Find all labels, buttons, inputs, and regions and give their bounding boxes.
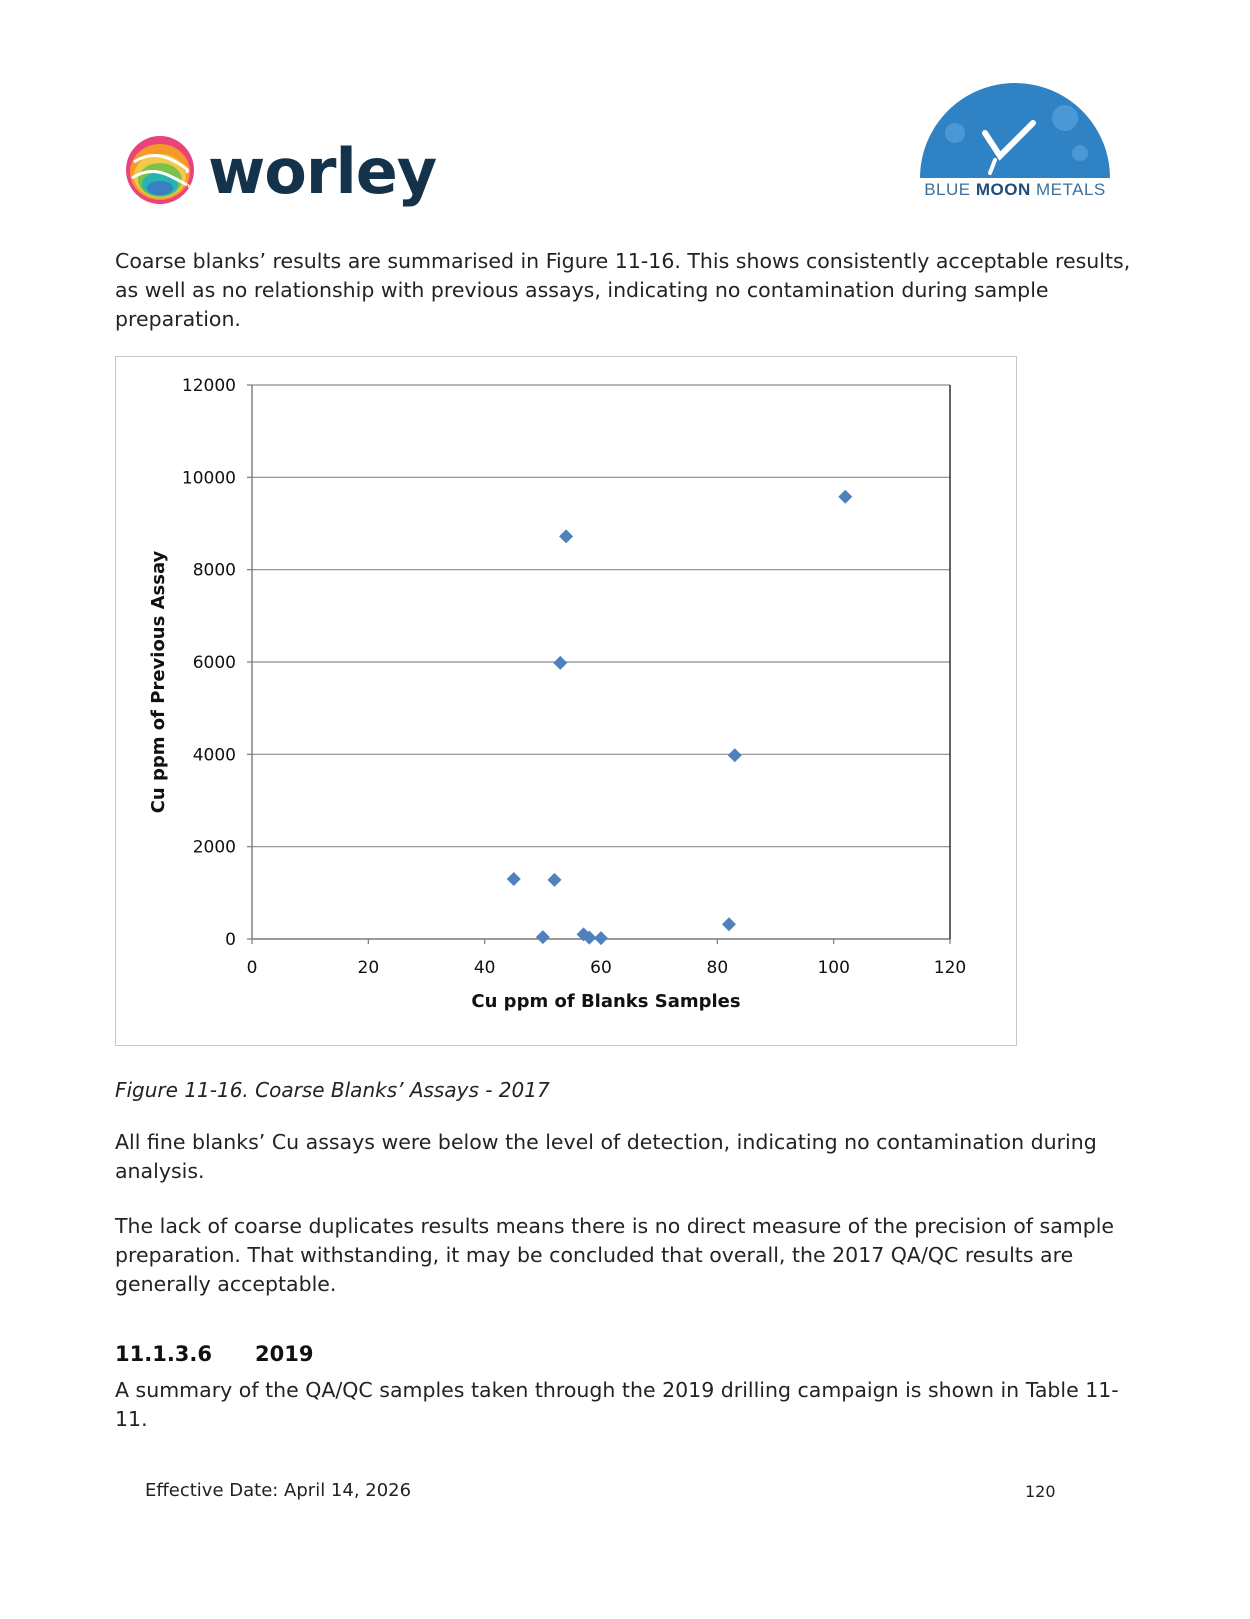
y-tick-label: 6000 [192, 653, 236, 673]
paragraph-fine-blanks: All fine blanks’ Cu assays were below the level of detection, indicating no contamination during analysis. [115, 1130, 1097, 1183]
paragraph-coarse-blanks: Coarse blanks’ results are summarised in Figure 11-16. This shows consistently acceptable results, as well as no relationship with previous assays, indicating no contamination during sample preparation. [115, 249, 1131, 331]
worley-logo-text: worley [208, 135, 437, 208]
logo-word-blue: BLUE [924, 180, 971, 199]
data-point [507, 872, 521, 886]
footer-page-number: 120 [1025, 1482, 1056, 1501]
data-point [553, 656, 567, 670]
data-point [559, 529, 573, 543]
figure-caption: Figure 11-16. Coarse Blanks’ Assays - 2017 [115, 1078, 550, 1102]
y-tick-label: 4000 [192, 745, 236, 766]
chart-frame [115, 356, 1017, 1046]
y-axis-label: Cu ppm of Previous Assay [148, 550, 169, 814]
scatter-chart [116, 357, 1018, 1047]
blue-moon-metals-wordmark [915, 180, 1115, 200]
x-tick-label: 80 [706, 958, 729, 978]
x-tick-label: 60 [590, 958, 612, 978]
section-heading [115, 1342, 313, 1366]
paragraph-2019-summary: A summary of the QA/QC samples taken through the 2019 drilling campaign is shown in Table 11-11. [115, 1378, 1119, 1431]
section-number: 11.1.3.6 [115, 1342, 212, 1366]
y-tick-label: 0 [225, 930, 236, 950]
x-tick-label: 40 [473, 958, 496, 978]
footer-effective-date: Effective Date: April 14, 2026 [145, 1480, 412, 1501]
data-point [536, 930, 550, 944]
x-tick-label: 0 [246, 958, 258, 978]
data-point [722, 917, 736, 931]
x-tick-label: 120 [933, 958, 967, 978]
section-title: 2019 [255, 1342, 314, 1366]
data-point [594, 931, 608, 945]
y-tick-label: 8000 [192, 560, 236, 581]
y-tick-label: 10000 [181, 468, 236, 489]
data-point [838, 490, 852, 504]
y-tick-label: 12000 [181, 376, 236, 396]
x-tick-label: 20 [357, 958, 380, 978]
x-tick-label: 100 [817, 958, 850, 978]
worley-swirl-icon [126, 136, 194, 204]
data-point [728, 748, 742, 762]
logo-word-moon: MOON [975, 180, 1031, 199]
x-axis-label: Cu ppm of Blanks Samples [471, 991, 741, 1012]
y-tick-label: 2000 [192, 837, 236, 858]
paragraph-coarse-duplicates: The lack of coarse duplicates results means there is no direct measure of the precision of sample preparation. That withstanding, it may be concluded that overall, the 2017 QA/QC results are generally acceptable. [115, 1214, 1115, 1296]
data-point [547, 873, 561, 887]
logo-word-metals: METALS [1036, 180, 1106, 199]
